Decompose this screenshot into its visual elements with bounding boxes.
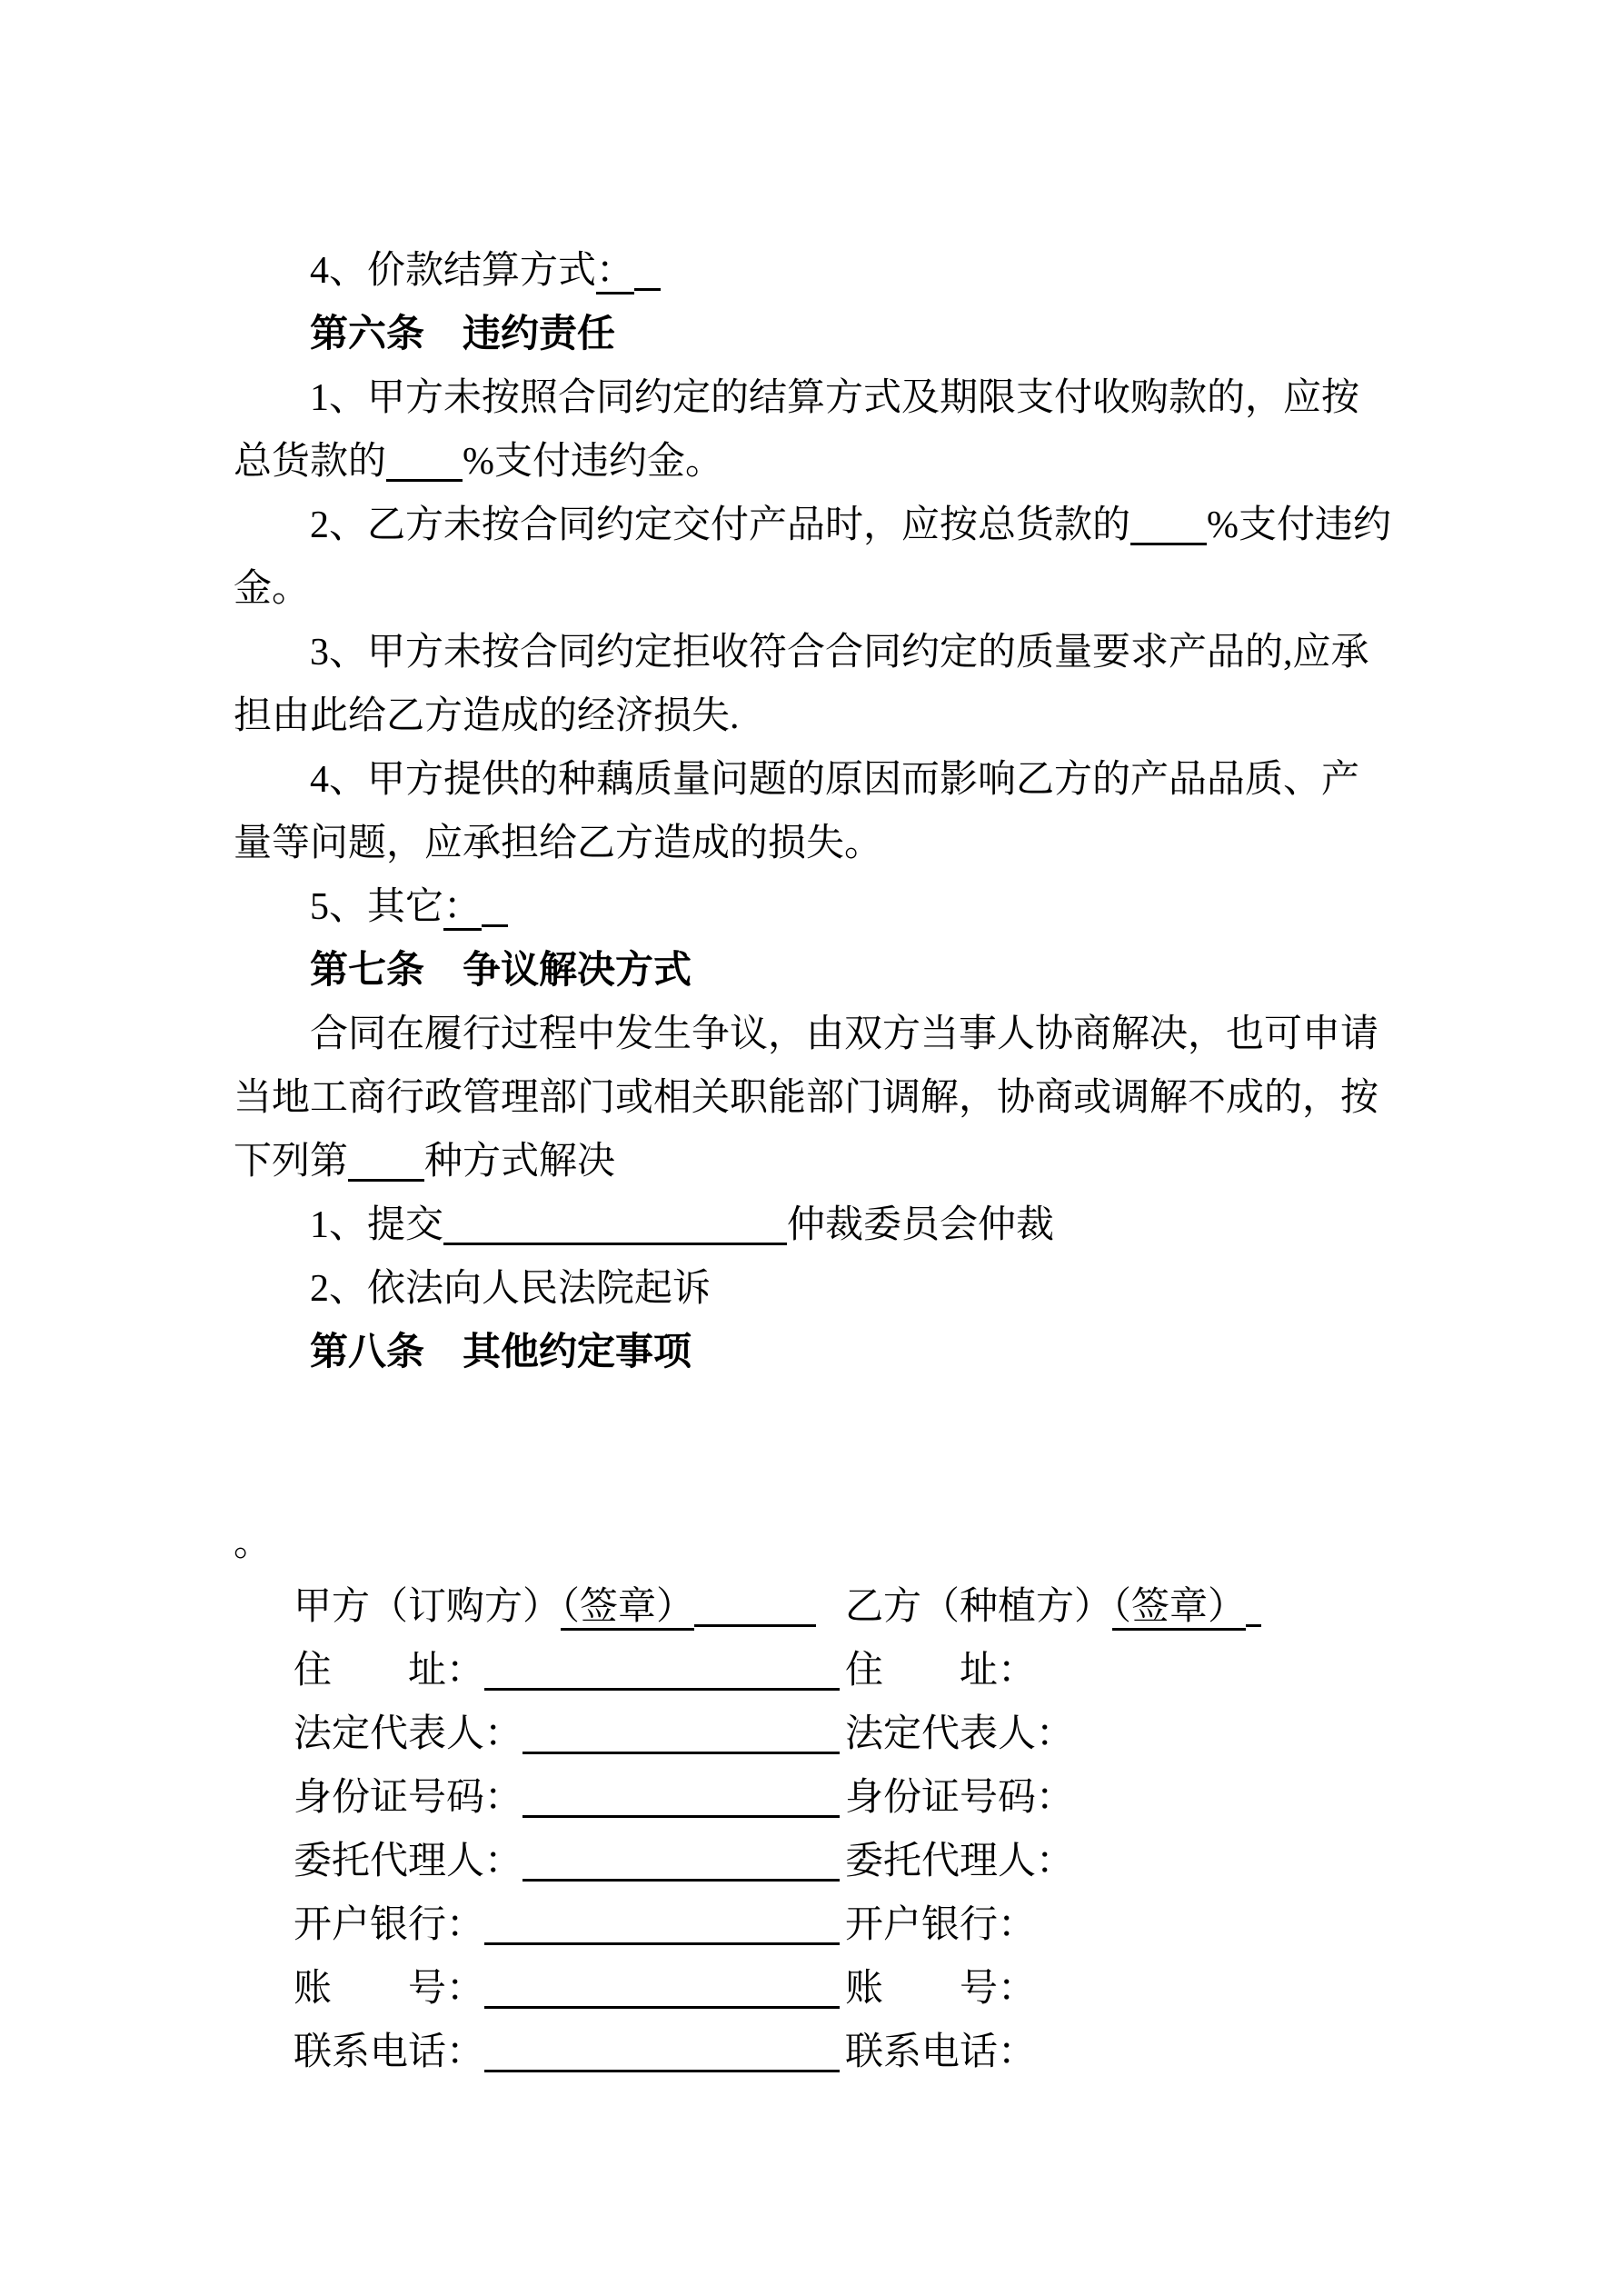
article-6-item-4b bbox=[234, 812, 1395, 875]
article-6-item-1b bbox=[234, 430, 1395, 494]
fill-in-blank bbox=[522, 1777, 840, 1818]
article-6-item-3a bbox=[234, 621, 1395, 684]
text-segment: 2、依法向人民法院起诉 bbox=[310, 1268, 711, 1310]
text-segment: %支付违约金。 bbox=[463, 441, 724, 483]
sig-right-party-b bbox=[845, 1830, 1395, 1893]
fill-in-blank bbox=[522, 1841, 840, 1882]
article-6-item-2b bbox=[234, 557, 1395, 621]
sig-right-party-b bbox=[845, 1957, 1395, 2021]
sig-left-party-a bbox=[294, 1639, 845, 1702]
fill-in-blank bbox=[522, 1713, 840, 1754]
sig-left-party-a bbox=[294, 1893, 845, 1957]
fill-in-blank bbox=[484, 1904, 840, 1945]
fill-in-blank bbox=[484, 2031, 840, 2072]
text-segment: 开户银行： bbox=[845, 1904, 1037, 1946]
text-segment: 委托代理人： bbox=[294, 1841, 523, 1882]
article-6-item-1a bbox=[234, 366, 1395, 430]
sig-left-party-a bbox=[294, 2021, 845, 2084]
empty-line bbox=[234, 1448, 1395, 1512]
article-8-heading bbox=[234, 1321, 1395, 1384]
article-6-item-3b bbox=[234, 684, 1395, 748]
article-6-item-5 bbox=[234, 875, 1395, 939]
text-segment: 。 bbox=[234, 1522, 273, 1564]
text-segment: 下列第 bbox=[234, 1141, 349, 1183]
article-7-para-2 bbox=[234, 1066, 1395, 1130]
text-segment: 住 址： bbox=[294, 1650, 485, 1692]
text-segment: 种方式解决 bbox=[424, 1141, 616, 1183]
sig-right-party-b bbox=[845, 1893, 1395, 1957]
fill-in-blank bbox=[482, 886, 508, 927]
sig-row-bank bbox=[234, 1893, 1395, 1957]
text-segment: 总货款的 bbox=[234, 441, 387, 483]
fill-in-blank bbox=[484, 1650, 840, 1691]
text-segment: 第七条 争议解决方式 bbox=[310, 950, 692, 992]
text-segment: 开户银行： bbox=[294, 1904, 485, 1946]
text-segment: 账 号： bbox=[294, 1968, 485, 2010]
sig-left-party-a bbox=[294, 1766, 845, 1830]
sig-row-id-number bbox=[234, 1766, 1395, 1830]
fill-in-blank bbox=[348, 1141, 424, 1182]
text-segment: 1、甲方未按照合同约定的结算方式及期限支付收购款的，应按 bbox=[310, 377, 1360, 419]
fill-in-blank: ： bbox=[596, 250, 634, 294]
text-segment: 2、乙方未按合同约定交付产品时，应按总货款的 bbox=[310, 504, 1131, 546]
text-segment: %支付违约 bbox=[1207, 504, 1392, 546]
article-7-option-2 bbox=[234, 1257, 1395, 1321]
fill-in-blank bbox=[1130, 504, 1207, 545]
fill-in-blank bbox=[386, 441, 463, 482]
body-lines bbox=[234, 239, 1395, 1575]
text-segment: 5、其它 bbox=[310, 886, 444, 928]
sig-left-party-a bbox=[294, 1830, 845, 1893]
text-segment: 4、价款结算方式 bbox=[310, 250, 597, 292]
article-6-heading bbox=[234, 303, 1395, 366]
fill-in-blank bbox=[694, 1586, 816, 1627]
fill-in-blank: ： bbox=[443, 886, 482, 931]
text-segment: 当地工商行政管理部门或相关职能部门调解，协商或调解不成的，按 bbox=[234, 1077, 1379, 1119]
text-segment: 乙方（种植方） bbox=[845, 1586, 1113, 1628]
sig-row-account bbox=[234, 1957, 1395, 2021]
sig-left-party-a bbox=[294, 1575, 845, 1639]
text-segment: 量等问题，应承担给乙方造成的损失。 bbox=[234, 823, 883, 864]
text-segment: 4、甲方提供的种藕质量问题的原因而影响乙方的产品品质、产 bbox=[310, 759, 1360, 801]
article-6-item-2a bbox=[234, 494, 1395, 557]
text-segment: 委托代理人： bbox=[845, 1841, 1075, 1882]
sig-row-party bbox=[234, 1575, 1395, 1639]
sig-right-party-b bbox=[845, 1702, 1395, 1766]
sig-right-party-b bbox=[845, 1639, 1395, 1702]
fill-in-blank bbox=[634, 250, 661, 291]
text-segment: 身份证号码： bbox=[294, 1777, 523, 1819]
text-segment: 联系电话： bbox=[294, 2031, 485, 2073]
article-7-para-3 bbox=[234, 1130, 1395, 1193]
fill-in-blank bbox=[484, 1968, 840, 2009]
clause-price-settlement bbox=[234, 239, 1395, 303]
sig-row-address bbox=[234, 1639, 1395, 1702]
article-7-option-1 bbox=[234, 1193, 1395, 1257]
text-segment: 法定代表人： bbox=[845, 1713, 1075, 1755]
article-7-heading bbox=[234, 939, 1395, 1003]
signature-block bbox=[234, 1575, 1395, 2084]
sig-right-party-b bbox=[845, 2021, 1395, 2084]
period-line bbox=[234, 1512, 1395, 1575]
text-segment: 法定代表人： bbox=[294, 1713, 523, 1755]
text-segment: 3、甲方未按合同约定拒收符合合同约定的质量要求产品的,应承 bbox=[310, 632, 1369, 674]
document-body bbox=[234, 239, 1395, 2084]
fill-in-blank: （签章） bbox=[561, 1586, 694, 1631]
text-segment: 合同在履行过程中发生争议，由双方当事人协商解决，也可申请 bbox=[310, 1013, 1379, 1055]
article-6-item-4a bbox=[234, 748, 1395, 812]
article-7-para-1 bbox=[234, 1003, 1395, 1066]
sig-right-party-b bbox=[845, 1575, 1395, 1639]
text-segment: 金。 bbox=[234, 568, 311, 610]
text-segment: 第六条 违约责任 bbox=[310, 314, 616, 355]
sig-row-phone bbox=[234, 2021, 1395, 2084]
sig-left-party-a bbox=[294, 1702, 845, 1766]
fill-in-blank bbox=[443, 1204, 787, 1245]
sig-right-party-b bbox=[845, 1766, 1395, 1830]
sig-row-agent bbox=[234, 1830, 1395, 1893]
sig-row-legal-rep bbox=[234, 1702, 1395, 1766]
fill-in-blank: （签章） bbox=[1112, 1586, 1246, 1631]
text-segment: 联系电话： bbox=[845, 2031, 1037, 2073]
fill-in-blank bbox=[1246, 1586, 1261, 1627]
text-segment: 甲方（订购方） bbox=[294, 1586, 562, 1628]
sig-left-party-a bbox=[294, 1957, 845, 2021]
text-segment: 担由此给乙方造成的经济损失. bbox=[234, 695, 740, 737]
empty-line bbox=[234, 1384, 1395, 1448]
text-segment: 身份证号码： bbox=[845, 1777, 1075, 1819]
text-segment: 第八条 其他约定事项 bbox=[310, 1332, 692, 1373]
text-segment: 住 址： bbox=[845, 1650, 1037, 1692]
text-segment: 账 号： bbox=[845, 1968, 1037, 2010]
text-segment: 1、提交 bbox=[310, 1204, 444, 1246]
text-segment: 仲裁委员会仲裁 bbox=[787, 1204, 1055, 1246]
